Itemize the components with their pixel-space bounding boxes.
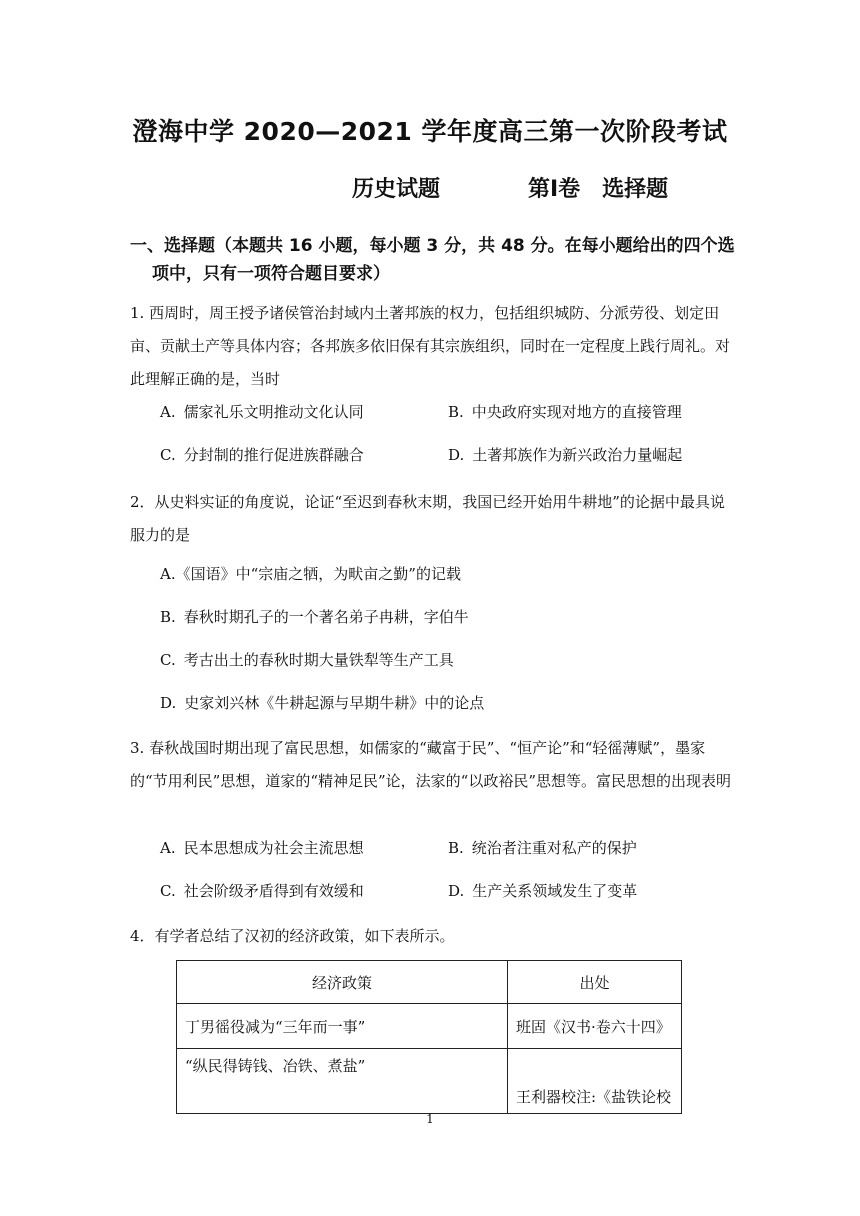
question-3-option-c <box>160 881 364 901</box>
option-text: 生产关系领域发生了变革 <box>472 882 638 900</box>
question-2-stem: 2．从史料实证的角度说，论证“至迟到春秋末期，我国已经开始用牛耕地”的论据中最具说服力的是 <box>130 493 725 544</box>
question-3-option-a <box>160 838 364 858</box>
question-1-stem: 1. 西周时，周王授予诸侯管治封域内土著邦族的权力，包括组织城防、分派劳役、划定田亩、贡献土产等具体内容；各邦族多依旧保有其宗族组织，同时在一定程度上践行周礼。对此理解正确的是，当时 <box>130 304 731 388</box>
exam-title: 澄海中学 2020—2021 学年度高三第一次阶段考试 <box>132 117 728 146</box>
option-text: 统治者注重对私产的保护 <box>471 839 637 857</box>
policy-table <box>176 960 682 1114</box>
option-text: 春秋时期孔子的一个著名弟子冉耕，字伯牛 <box>183 608 469 626</box>
option-text: 考古出土的春秋时期大量铁犁等生产工具 <box>183 651 454 669</box>
option-letter: B. <box>160 608 176 626</box>
question-4-stem: 4．有学者总结了汉初的经济政策，如下表所示。 <box>130 927 455 945</box>
table-cell: “纵民得铸钱、冶铁、煮盐” <box>177 1049 508 1114</box>
question-2-option-c <box>160 650 454 670</box>
question-3-option-b <box>448 838 637 858</box>
option-text: 民本思想成为社会主流思想 <box>183 839 364 857</box>
option-text: 中央政府实现对地方的直接管理 <box>471 403 682 421</box>
option-letter: C. <box>160 882 176 900</box>
option-text: 儒家礼乐文明推动文化认同 <box>183 403 364 421</box>
question-2-option-d <box>160 693 484 713</box>
section-heading-line2: 项中，只有一项符合题目要求） <box>152 264 390 284</box>
section-heading <box>130 232 750 288</box>
question-1-option-a <box>160 402 364 422</box>
option-letter: A. <box>160 565 176 583</box>
option-letter: D. <box>448 882 465 900</box>
option-text: 社会阶级矛盾得到有效缓和 <box>183 882 364 900</box>
option-letter: C. <box>160 446 176 464</box>
question-1-option-b <box>448 402 682 422</box>
option-letter: A. <box>160 839 176 857</box>
page-number: 1 <box>426 1112 434 1126</box>
question-2-option-a <box>160 564 461 584</box>
option-text: 史家刘兴林《牛耕起源与早期牛耕》中的论点 <box>184 694 485 712</box>
table-header-row <box>177 961 682 1004</box>
question-3-option-d <box>448 881 637 901</box>
table-row <box>177 1049 682 1114</box>
table-header-cell: 出处 <box>507 961 681 1004</box>
section-heading-line1: 一、选择题（本题共 16 小题，每小题 3 分，共 48 分。在每小题给出的四个选 <box>130 236 735 256</box>
question-1-option-c <box>160 445 364 465</box>
subject-title: 历史试题 <box>352 177 441 202</box>
option-letter: A. <box>160 403 176 421</box>
question-3-stem: 3. 春秋战国时期出现了富民思想，如儒家的“藏富于民”、“恒产论”和“轻徭薄赋”，墨家的“节用利民”思想，道家的“精神足民”论，法家的“以政裕民”思想等。富民思想的出现表明 <box>130 739 732 790</box>
volume-title: 第Ⅰ卷 选择题 <box>528 177 669 202</box>
table-cell: 班固《汉书·卷六十四》 <box>507 1004 681 1049</box>
option-letter: B. <box>448 839 464 857</box>
question-1-option-d <box>448 445 682 465</box>
option-text: 分封制的推行促进族群融合 <box>183 446 364 464</box>
option-letter: C. <box>160 651 176 669</box>
option-letter: D. <box>160 694 177 712</box>
table-cell: 王利器校注:《盐铁论校 <box>507 1049 681 1114</box>
table-cell: 丁男徭役减为“三年而一事” <box>177 1004 508 1049</box>
option-letter: D. <box>448 446 465 464</box>
table-row <box>177 1004 682 1049</box>
question-2-option-b <box>160 607 469 627</box>
option-text: 《国语》中“宗庙之牺，为畎亩之勤”的记载 <box>175 565 461 583</box>
option-letter: B. <box>448 403 464 421</box>
table-header-cell: 经济政策 <box>177 961 508 1004</box>
option-text: 土著邦族作为新兴政治力量崛起 <box>472 446 683 464</box>
